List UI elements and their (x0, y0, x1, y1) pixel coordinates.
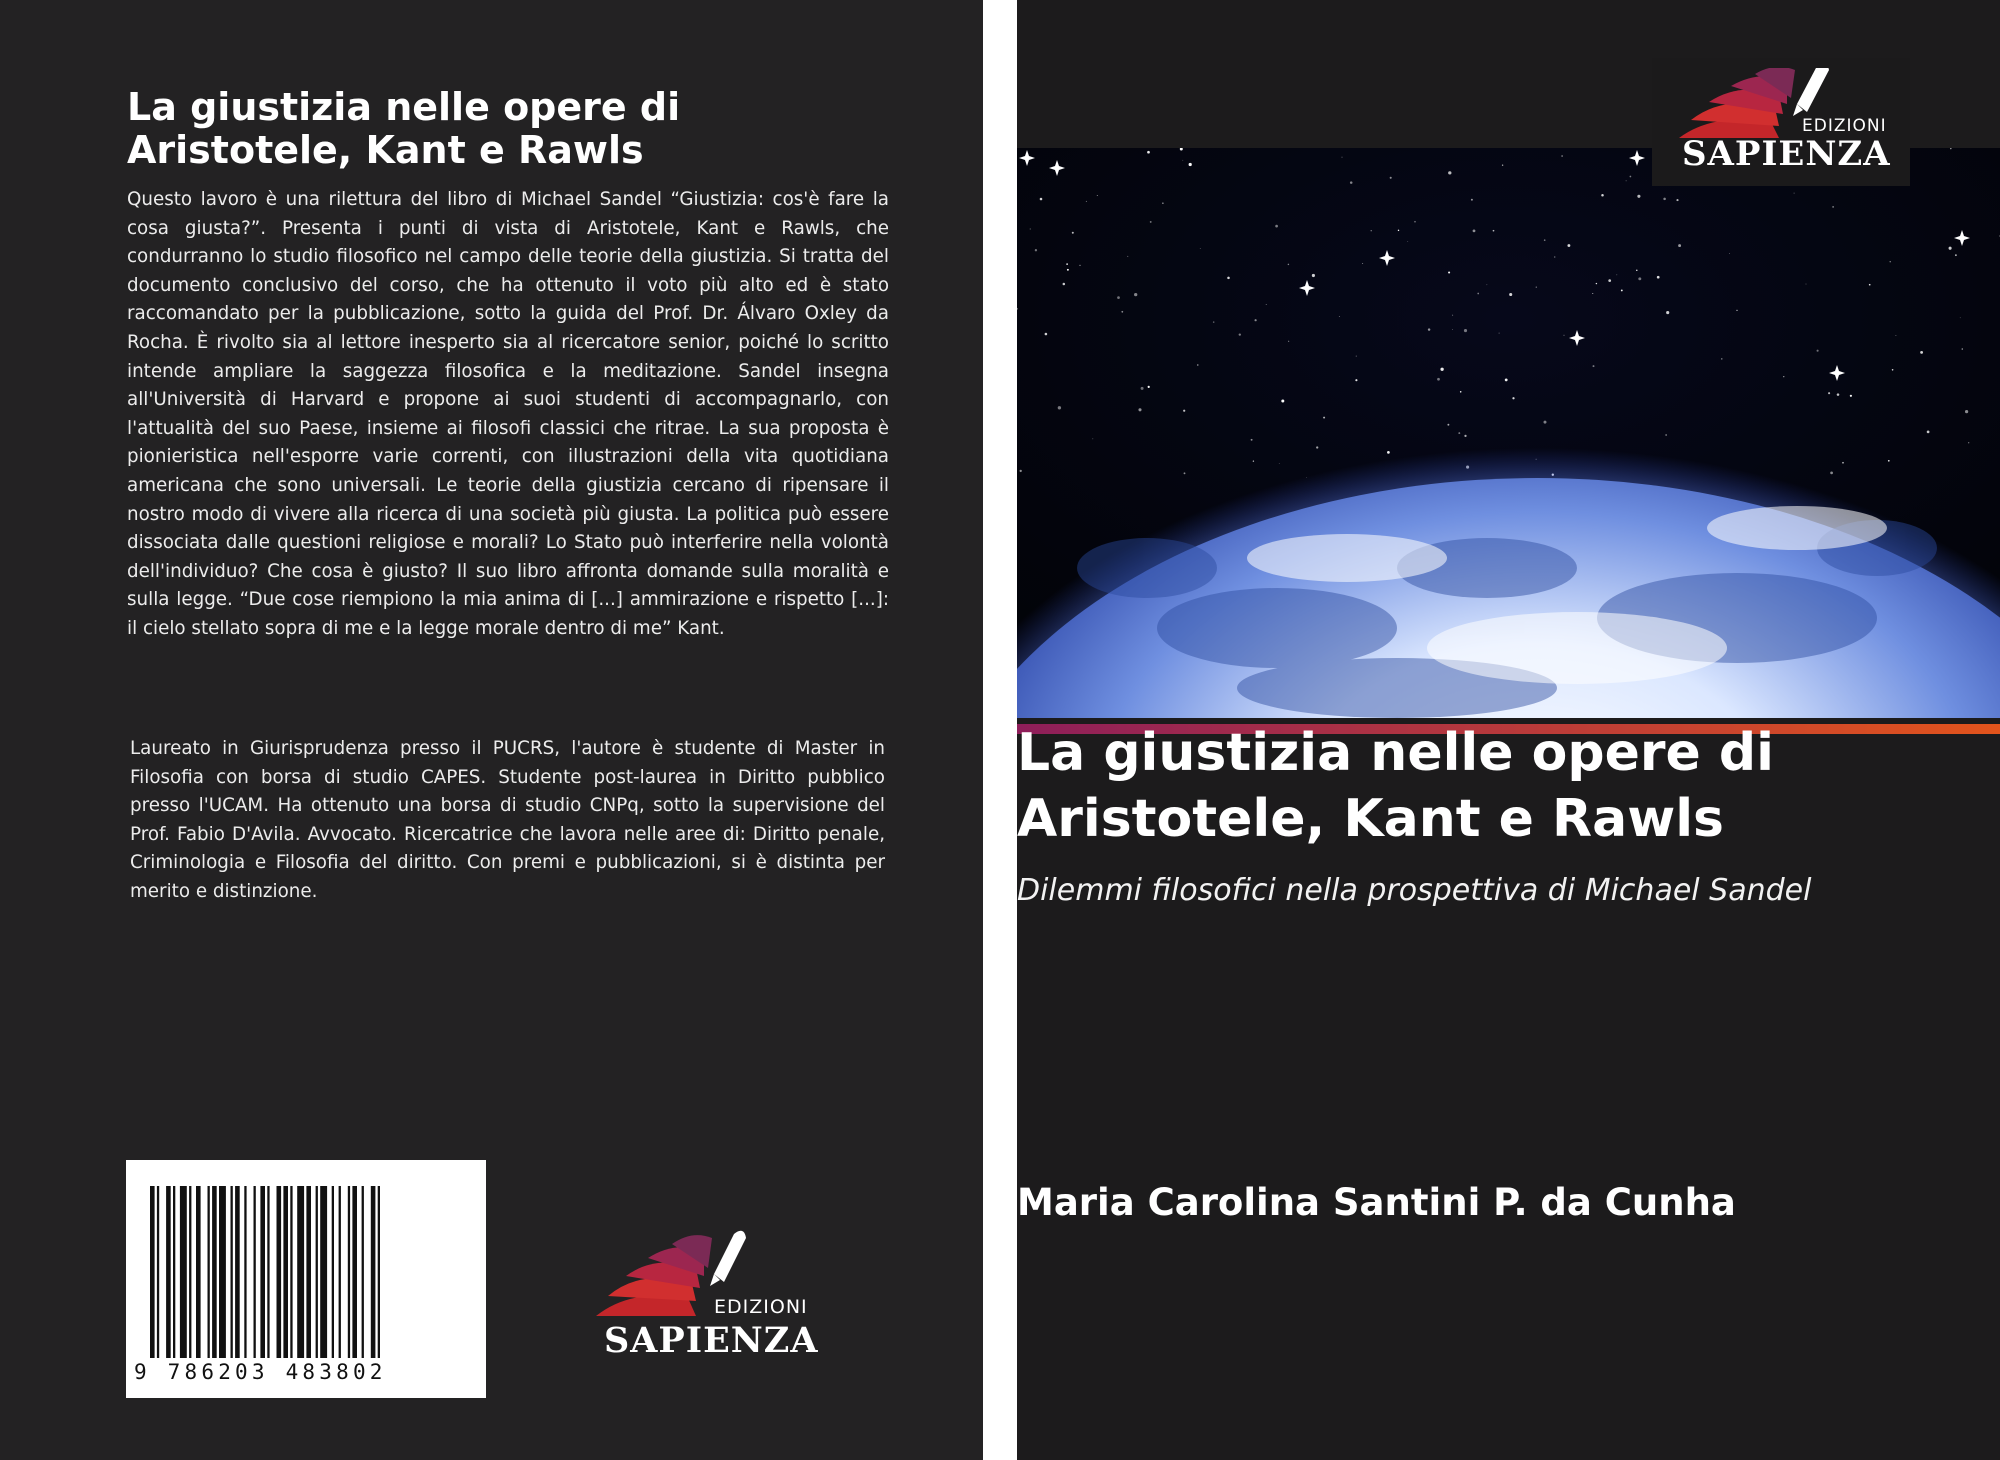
barcode-digits: 9 786203 483802 (134, 1360, 387, 1384)
publisher-name: SAPIENZA (604, 1320, 819, 1361)
front-title-line-1: La giustizia nelle opere di (1017, 723, 1774, 783)
front-title-line-2: Aristotele, Kant e Rawls (1017, 789, 1725, 849)
publisher-edizioni: EDIZIONI (1802, 116, 1887, 136)
publisher-edizioni: EDIZIONI (714, 1296, 808, 1318)
back-cover-blurb: Questo lavoro è una rilettura del libro di Michael Sandel “Giustizia: cos'è fare la cosa giusta?”. Presenta i punti di vista di Aristotele, Kant e Rawls, che condurranno lo studio filosofico nel campo delle teorie della giustizia. Si tratta del documento conclusivo del corso, che ha ottenuto il voto più alto ed è stato raccomandato per la pubblicazione, sotto la guida del Prof. Dr. Álvaro Oxley da Rocha. È rivolto sia al lettore inesperto sia al ricercatore senior, poiché lo scritto intende ampliare la saggezza filosofica e la meditazione. Sandel insegna all'Università di Harvard e propone ai suoi studenti di accompagnarlo, con l'attualità del suo Paese, insieme ai filosofi classici che ritrae. La sua proposta è pionieristica nell'esporre varie correnti, con illustrazioni della vita quotidiana americana che sono universali. Le teorie della giustizia cercano di ripensare il nostro modo di vivere alla ricerca di una società più giusta. La politica può essere dissociata dalle questioni religiose e morali? Lo Stato può interferire nella volontà dell'individuo? Che cosa è giusto? Il suo libro affronta domande sulla moralità e sulla legge. “Due cose riempiono la mia anima di [...] ammirazione e rispetto [...]: il cielo stellato sopra di me e la legge morale dentro di me” Kant. (127, 189, 889, 639)
front-cover-author: Maria Carolina Santini P. da Cunha (1017, 1181, 1736, 1224)
front-cover-subtitle: Dilemmi filosofici nella prospettiva di Michael Sandel (1017, 873, 1812, 908)
back-cover-title: La giustizia nelle opere di Aristotele, Kant e Rawls (127, 85, 681, 172)
author-bio: Laureato in Giurisprudenza presso il PUCRS, l'autore è studente di Master in Filosofia con borsa di studio CAPES. Studente post-laurea in Diritto pubblico presso l'UCAM. Ha ottenuto una borsa di studio CNPq, sotto la supervisione del Prof. Fabio D'Avila. Avvocato. Ricercatrice che lavora nelle aree di: Diritto penale, Criminologia e Filosofia del diritto. Con premi e pubblicazioni, si è distinta per merito e distinzione. (130, 738, 885, 902)
publisher-logo-front-inner (1652, 58, 1910, 186)
earth-in-space-image (1017, 148, 2000, 718)
publisher-logo-back (596, 1226, 836, 1361)
isbn-barcode (126, 1160, 486, 1398)
publisher-logo-front (1652, 58, 1910, 186)
front-cover-title (1017, 720, 1997, 852)
publisher-name: SAPIENZA (1682, 134, 1891, 174)
